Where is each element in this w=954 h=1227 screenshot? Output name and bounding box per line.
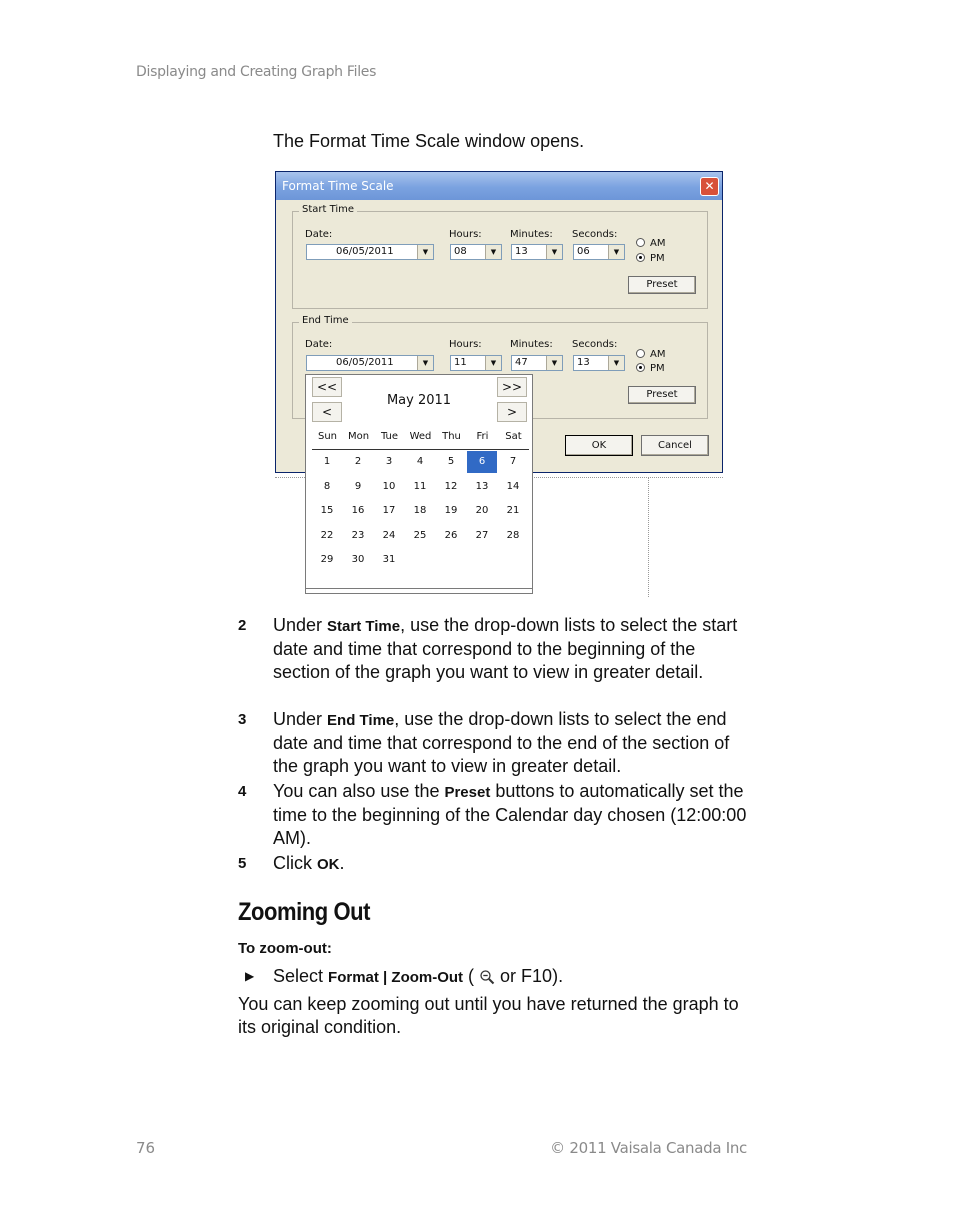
closing-paragraph: You can keep zooming out until you have returned the graph to its original condition.	[238, 994, 739, 1037]
calendar-day[interactable]: 26	[444, 529, 458, 541]
bullet-arrow-icon: ▶	[245, 969, 255, 983]
weekday-label: Sun	[317, 431, 338, 442]
bullet-text-part: (	[463, 966, 480, 986]
step-text	[273, 780, 748, 850]
next-month-button[interactable]: >	[497, 402, 527, 422]
bullet-text	[273, 965, 748, 989]
step-text-part: Click	[273, 853, 317, 873]
step-number: 5	[238, 855, 247, 872]
weekday-label: Fri	[476, 431, 489, 442]
end-hours-value: 11	[454, 357, 467, 368]
page-number: 76	[136, 1139, 156, 1157]
start-date-label: Date:	[305, 229, 333, 240]
calendar-day[interactable]: 4	[416, 456, 424, 467]
step-ui-term: Start Time	[327, 618, 401, 635]
end-hours-label: Hours:	[449, 339, 482, 350]
calendar-day[interactable]: 31	[382, 554, 396, 565]
end-date-value: 06/05/2011	[336, 357, 394, 368]
step-text	[273, 708, 748, 778]
calendar-day[interactable]: 3	[385, 456, 393, 467]
start-seconds-value: 06	[577, 246, 590, 257]
chevron-down-icon[interactable]: ▼	[546, 356, 562, 370]
calendar-day[interactable]: 19	[444, 505, 458, 516]
calendar-day-selected[interactable]: 6	[467, 451, 497, 473]
calendar-month-title: May 2011	[386, 393, 452, 408]
step-text-part: Under	[273, 709, 328, 729]
calendar-day[interactable]: 2	[354, 456, 362, 467]
calendar-day[interactable]: 22	[320, 529, 334, 541]
step-text-part: , use the drop-down lists to select the end date and time that correspond to the end of the section of the graph you want to view in greater detail.	[273, 709, 730, 776]
chevron-down-icon[interactable]: ▼	[417, 245, 433, 259]
start-time-group	[292, 204, 708, 309]
step-text-part: You can also use the	[273, 781, 445, 801]
chevron-down-icon[interactable]: ▼	[417, 356, 433, 370]
chevron-down-icon[interactable]: ▼	[485, 245, 501, 259]
start-am-label: AM	[650, 238, 666, 249]
start-minutes-label: Minutes:	[510, 229, 553, 240]
calendar-day[interactable]: 17	[382, 505, 396, 516]
end-time-label: End Time	[299, 315, 352, 326]
start-seconds-label: Seconds:	[572, 229, 618, 240]
calendar-day[interactable]: 14	[506, 480, 520, 492]
chevron-down-icon[interactable]: ▼	[546, 245, 562, 259]
start-seconds-combo[interactable]	[573, 244, 625, 260]
calendar-day[interactable]: 1	[323, 456, 331, 467]
chevron-down-icon[interactable]: ▼	[608, 356, 624, 370]
start-hours-combo[interactable]	[450, 244, 502, 260]
step-text-part: buttons to automatically set the time to the beginning of the Calendar day chosen (12:00:00 AM).	[273, 781, 747, 848]
calendar-bottom-edge	[306, 588, 532, 593]
zoom-out-icon	[479, 969, 495, 985]
start-date-combo[interactable]	[306, 244, 434, 260]
start-time-label: Start Time	[299, 204, 357, 215]
calendar-day[interactable]: 16	[351, 505, 365, 516]
step-ui-term: End Time	[327, 712, 395, 729]
next-year-button[interactable]: >>	[497, 377, 527, 397]
calendar-day[interactable]: 15	[320, 505, 334, 516]
calendar-day[interactable]: 5	[447, 456, 455, 467]
calendar-day[interactable]: 13	[475, 480, 489, 492]
step-text	[273, 852, 748, 876]
calendar-day[interactable]: 30	[351, 554, 365, 565]
end-pm-radio[interactable]	[636, 363, 645, 372]
end-am-label: AM	[650, 349, 666, 360]
weekday-label: Wed	[409, 431, 432, 442]
end-date-combo[interactable]	[306, 355, 434, 371]
calendar-day[interactable]: 7	[509, 456, 517, 467]
prev-year-button[interactable]: <<	[312, 377, 342, 397]
step-text-part: .	[339, 853, 345, 873]
intro-text: The Format Time Scale window opens.	[273, 131, 585, 151]
copyright: © 2011 Vaisala Canada Inc	[550, 1139, 747, 1157]
calendar-day[interactable]: 27	[475, 529, 489, 541]
procedure-heading: To zoom-out:	[238, 940, 332, 957]
calendar-dropdown	[305, 374, 533, 594]
ok-button[interactable]: OK	[565, 435, 633, 456]
end-hours-combo[interactable]	[450, 355, 502, 371]
end-minutes-combo[interactable]	[511, 355, 563, 371]
start-date-value: 06/05/2011	[336, 246, 394, 257]
weekday-label: Tue	[380, 431, 399, 442]
weekday-label: Mon	[347, 431, 370, 442]
calendar-day[interactable]: 10	[382, 480, 396, 492]
calendar-day[interactable]: 11	[413, 480, 427, 492]
weekday-label: Sat	[505, 431, 522, 442]
calendar-day[interactable]: 25	[413, 529, 427, 541]
end-am-radio[interactable]	[636, 349, 645, 358]
calendar-day[interactable]: 20	[475, 505, 489, 516]
end-seconds-combo[interactable]	[573, 355, 625, 371]
start-hours-value: 08	[454, 246, 467, 257]
calendar-day[interactable]: 9	[354, 480, 362, 492]
step-text	[273, 614, 748, 684]
start-am-radio[interactable]	[636, 238, 645, 247]
weekday-label: Thu	[442, 431, 461, 442]
step-number: 3	[238, 711, 247, 728]
end-minutes-value: 47	[515, 357, 528, 368]
start-pm-label: PM	[650, 253, 665, 264]
calendar-day[interactable]: 21	[506, 505, 520, 516]
start-minutes-combo[interactable]	[511, 244, 563, 260]
start-minutes-value: 13	[515, 246, 528, 257]
step-text-part: , use the drop-down lists to select the start date and time that correspond to the beginning of the section of the graph you want to view in greater detail.	[273, 615, 738, 682]
menu-path: Format | Zoom-Out	[328, 969, 464, 986]
end-seconds-value: 13	[577, 357, 590, 368]
cancel-button[interactable]: Cancel	[641, 435, 709, 456]
chevron-down-icon[interactable]: ▼	[608, 245, 624, 259]
end-pm-label: PM	[650, 363, 665, 374]
start-hours-label: Hours:	[449, 229, 482, 240]
step-number: 2	[238, 617, 247, 634]
end-seconds-label: Seconds:	[572, 339, 618, 350]
step-ui-term: OK	[317, 856, 340, 873]
end-preset-button[interactable]: Preset	[628, 386, 696, 404]
start-pm-radio[interactable]	[636, 253, 645, 262]
bullet-text-part: or F10).	[495, 966, 564, 986]
calendar-day[interactable]: 23	[351, 529, 365, 541]
end-date-label: Date:	[305, 339, 333, 350]
section-heading: Zooming Out	[238, 898, 371, 926]
calendar-day[interactable]: 28	[506, 529, 520, 541]
prev-month-button[interactable]: <	[312, 402, 342, 422]
calendar-day[interactable]: 18	[413, 505, 427, 516]
calendar-day[interactable]: 8	[323, 480, 331, 492]
dotted-guide-vertical	[648, 477, 649, 597]
dialog-titlebar	[276, 172, 722, 200]
running-header: Displaying and Creating Graph Files	[136, 64, 377, 80]
calendar-divider	[312, 449, 529, 450]
start-preset-button[interactable]: Preset	[628, 276, 696, 294]
calendar-day[interactable]: 12	[444, 480, 458, 492]
chevron-down-icon[interactable]: ▼	[485, 356, 501, 370]
close-icon[interactable]: ✕	[700, 177, 719, 196]
calendar-day[interactable]: 24	[382, 529, 396, 541]
end-minutes-label: Minutes:	[510, 339, 553, 350]
bullet-text-part: Select	[273, 966, 329, 986]
step-ui-term: Preset	[444, 784, 491, 801]
dialog-title: Format Time Scale	[282, 179, 394, 193]
step-text-part: Under	[273, 615, 328, 635]
calendar-day[interactable]: 29	[320, 554, 334, 565]
step-number: 4	[238, 783, 247, 800]
